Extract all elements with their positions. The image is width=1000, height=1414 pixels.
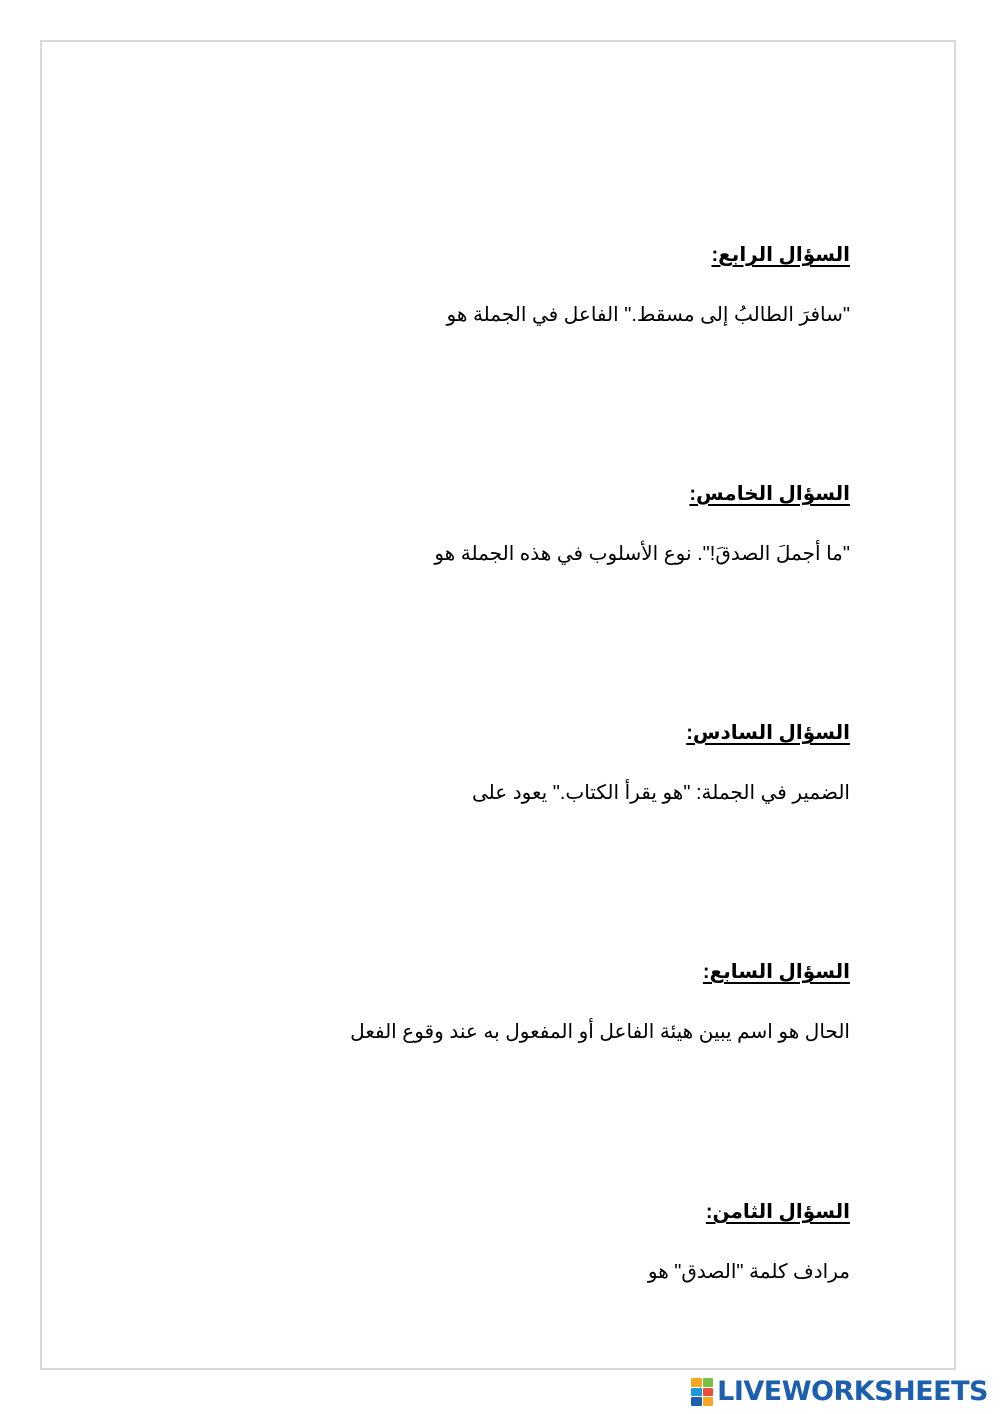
brand-name: LIVEWORKSHEETS xyxy=(717,1376,988,1407)
liveworksheets-logo-icon xyxy=(691,1378,713,1406)
logo-cell xyxy=(703,1388,714,1397)
question-5 xyxy=(150,480,850,568)
question-5-title: السؤال الخامس: xyxy=(689,483,850,505)
question-7-text: الحال هو اسم يبين هيئة الفاعل أو المفعول به عند وقوع الفعل xyxy=(350,1021,850,1043)
question-7 xyxy=(150,958,850,1046)
question-4 xyxy=(150,241,850,329)
worksheet-page xyxy=(40,40,956,1370)
question-4-text: "سافرَ الطالبُ إلى مسقط." الفاعل في الجملة هو xyxy=(446,304,850,326)
question-8-text: مرادف كلمة "الصدق" هو xyxy=(647,1261,850,1283)
question-6-title: السؤال السادس: xyxy=(686,722,850,744)
question-8 xyxy=(150,1198,850,1286)
question-6-text: الضمير في الجملة: "هو يقرأ الكتاب." يعود على xyxy=(471,782,850,804)
liveworksheets-brand[interactable] xyxy=(691,1374,988,1410)
logo-cell xyxy=(691,1388,702,1397)
logo-cell xyxy=(691,1378,702,1387)
question-8-title: السؤال الثامن: xyxy=(705,1201,850,1223)
question-5-text: "ما أجملَ الصدقَ!". نوع الأسلوب في هذه الجملة هو xyxy=(434,543,850,565)
logo-cell xyxy=(703,1378,714,1387)
logo-cell xyxy=(703,1397,714,1406)
logo-cell xyxy=(691,1397,702,1406)
question-6 xyxy=(150,719,850,807)
question-4-title: السؤال الرابع: xyxy=(711,244,850,266)
question-7-title: السؤال السابع: xyxy=(702,961,850,983)
